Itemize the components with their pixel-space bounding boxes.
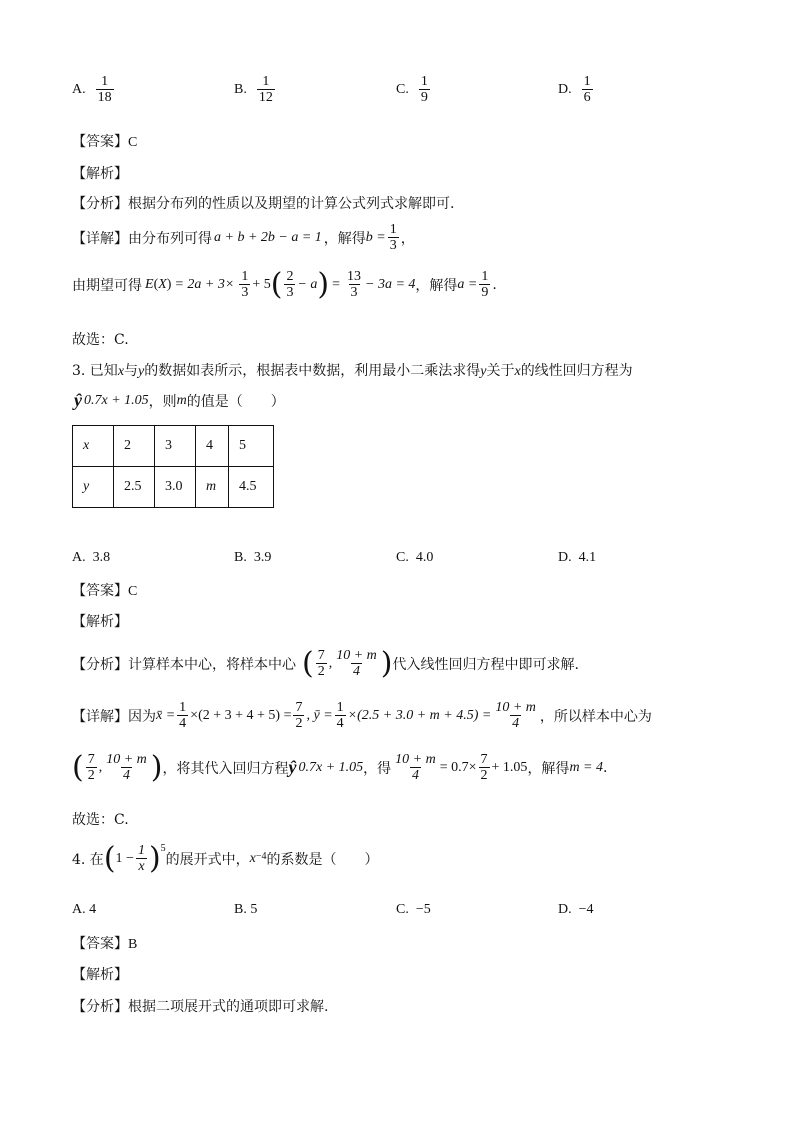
q4-fenxi: 【分析】根据二项展开式的通项即可求解.	[72, 999, 329, 1015]
table-row: y 2.5 3.0 m 4.5	[73, 467, 274, 508]
q2-option-d: D. $\frac{1}{6}$	[558, 74, 591, 105]
q4-answer: 【答案】B	[72, 936, 138, 952]
q2-option-c: C. $\frac{1}{9}$	[396, 74, 428, 105]
q3-option-b: B. 3.9	[234, 550, 272, 565]
q3-xiangjie-line1: 【详解】 因为 x̄ = $\frac{1}{4}$ ×(2 + 3 + 4 + 5) = $\frac{7}{2}$ , ȳ = $\frac{1}{4}$ ×(2.5 + 3.0 + m + 4.5) = $\frac{10 + m}{4}$ ，所以样本中心为	[72, 700, 652, 731]
q3-choose: 故选：C.	[72, 812, 129, 828]
q3-data-table	[72, 425, 274, 508]
q2-jiexi-label: 【解析】	[72, 166, 128, 182]
q2-b-fraction: $\frac{1}{3}$	[389, 222, 397, 253]
q3-option-d: D. 4.1	[558, 550, 597, 565]
q3-jiexi-label: 【解析】	[72, 614, 128, 630]
q2-xiangjie: 【详解】 由分布列可得 a + b + 2b − a = 1 ，解得 b = $\frac{1}{3}$ ，	[72, 222, 415, 253]
q2-option-b-fraction: $\frac{1}{12}$	[258, 74, 273, 105]
q3-option-a: A. 3.8	[72, 550, 111, 565]
q2-choose: 故选：C.	[72, 332, 129, 348]
q2-answer: 【答案】C	[72, 134, 138, 150]
q3-stem-line1: 3. 已知x与y的数据如表所示，根据表中数据，利用最小二乘法求得y关于x的线性回归方程为	[72, 363, 633, 379]
q2-option-b: B. $\frac{1}{12}$	[234, 74, 273, 105]
q2-option-a-fraction: $\frac{1}{18}$	[97, 74, 112, 105]
table-row: x 2 3 4 5	[73, 426, 274, 467]
y-hat-symbol: ŷ	[74, 390, 80, 410]
q3-option-c: C. 4.0	[396, 550, 434, 565]
q2-option-a: A. $\frac{1}{18}$	[72, 74, 112, 105]
q3-answer: 【答案】C	[72, 583, 138, 599]
q4-jiexi-label: 【解析】	[72, 967, 128, 983]
q4-option-b: B. 5	[234, 902, 258, 917]
q3-stem-line2: ŷ 0.7x + 1.05 ，则 m 的值是（ ）	[74, 390, 285, 410]
q2-expectation: 由期望可得 E ( X ) = 2a + 3× $\frac{1}{3}$ + 5 ( $\frac{2}{3}$ − a ) = $\frac{13}{3}$ − 3a = 4 ，解得 a = $\frac{1}{9}$ .	[72, 266, 497, 302]
q3-xiangjie-line2: ( $\frac{7}{2}$ , $\frac{10 + m}{4}$ ) ，将其代入回归方程 ŷ 0.7x + 1.05 ，得 $\frac{10 + m}{4}$ = 0.7× $\frac{7}{2}$ + 1.05 ，解得 m = 4 .	[72, 749, 608, 785]
q4-option-c: C. −5	[396, 902, 431, 917]
q4-stem: 4. 在 ( 1 − $\frac{1}{x}$ ) 5 的展开式中， x −4 的系数是（ ）	[72, 840, 379, 876]
q3-fenxi: 【分析】 计算样本中心，将样本中心 ( $\frac{7}{2}$ , $\frac{10 + m}{4}$ ) 代入线性回归方程中即可求解.	[72, 645, 579, 681]
y-hat-symbol: ŷ	[288, 757, 295, 777]
q2-fenxi: 【分析】根据分布列的性质以及期望的计算公式列式求解即可.	[72, 196, 455, 212]
q4-option-a: A. 4	[72, 902, 97, 917]
q4-option-d: D. −4	[558, 902, 594, 917]
q2-option-c-fraction: $\frac{1}{9}$	[420, 74, 428, 105]
q2-option-d-fraction: $\frac{1}{6}$	[583, 74, 591, 105]
